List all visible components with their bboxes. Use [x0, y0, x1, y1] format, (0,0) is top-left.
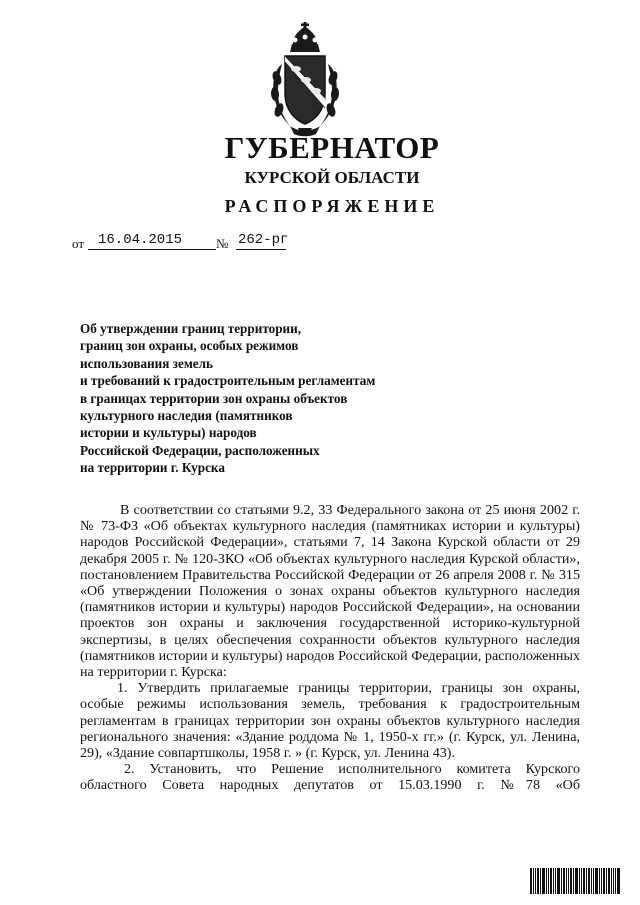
coat-of-arms-emblem — [268, 22, 342, 138]
subject-line: границ зон охраны, особых режимов — [80, 338, 299, 354]
document-type: РАСПОРЯЖЕНИЕ — [224, 196, 440, 216]
number-sign-label: № — [216, 236, 229, 251]
document-date: 16.04.2015 — [98, 232, 183, 248]
clause-1-paragraph: 1. Утвердить прилагаемые границы территории, границы зон охраны, особые режимы использования земель, требования к градостроительным регламентам в границах территории зон охраны объектов культурного наследия регионального значения: «Здание роддома № 1, 1950-х гг.» (г. Курск, ул. Ленина, 29), «Здание совпартшколы, 1958 г. » (г. Курск, ул. Ленина 43). — [80, 680, 580, 762]
subject-line: в границах территории зон охраны объектов — [80, 390, 348, 406]
clause-2-paragraph: 2. Установить, что Решение исполнительного комитета Курского областного Совета народных депутатов от 15.03.1990 г. №78 «Об — [80, 761, 580, 794]
barcode — [530, 868, 620, 894]
subject-line: истории и культуры) народов — [80, 425, 257, 441]
region-name: КУРСКОЙ ОБЛАСТИ — [244, 168, 420, 187]
governor-title: ГУБЕРНАТОР — [224, 130, 440, 165]
number-underline — [236, 249, 286, 250]
preamble-paragraph: В соответствии со статьями 9.2, 33 Федерального закона от 25 июня 2002 г. № 73-ФЗ «Об объектах культурного наследия (памятниках истории и культуры) народов Российской Федерации», статьями 7, 14 Закона Курской области от 29 декабря 2005 г. № 120-ЗКО «Об объектах культурного наследия Курской области», постановлением Правительства Российской Федерации от 26 апреля 2008 г. № 315 «Об утверждении Положения о зонах охраны объектов культурного наследия (памятников истории и культуры) народов Российской Федерации», на основании проектов зон охраны и заключения государственной историко-культурной экспертизы, в целях обеспечения сохранности объектов культурного наследия (памятников истории и культуры) народов Российской Федерации, расположенных на территории г. Курска: — [80, 502, 580, 681]
document-subject — [80, 320, 460, 477]
date-from-label: от — [72, 236, 85, 251]
date-underline — [88, 249, 216, 250]
subject-line: Об утверждении границ территории, — [80, 321, 302, 336]
subject-line: использования земель — [80, 355, 214, 371]
document-number: 262-рг — [238, 232, 289, 248]
date-number-line — [72, 232, 312, 252]
document-body — [80, 502, 580, 794]
subject-line: культурного наследия (памятников — [80, 408, 293, 424]
subject-line: на территории г. Курска — [80, 460, 225, 476]
subject-line: Российской Федерации, расположенных — [80, 442, 320, 458]
subject-line: и требований к градостроительным регламентам — [80, 373, 376, 389]
